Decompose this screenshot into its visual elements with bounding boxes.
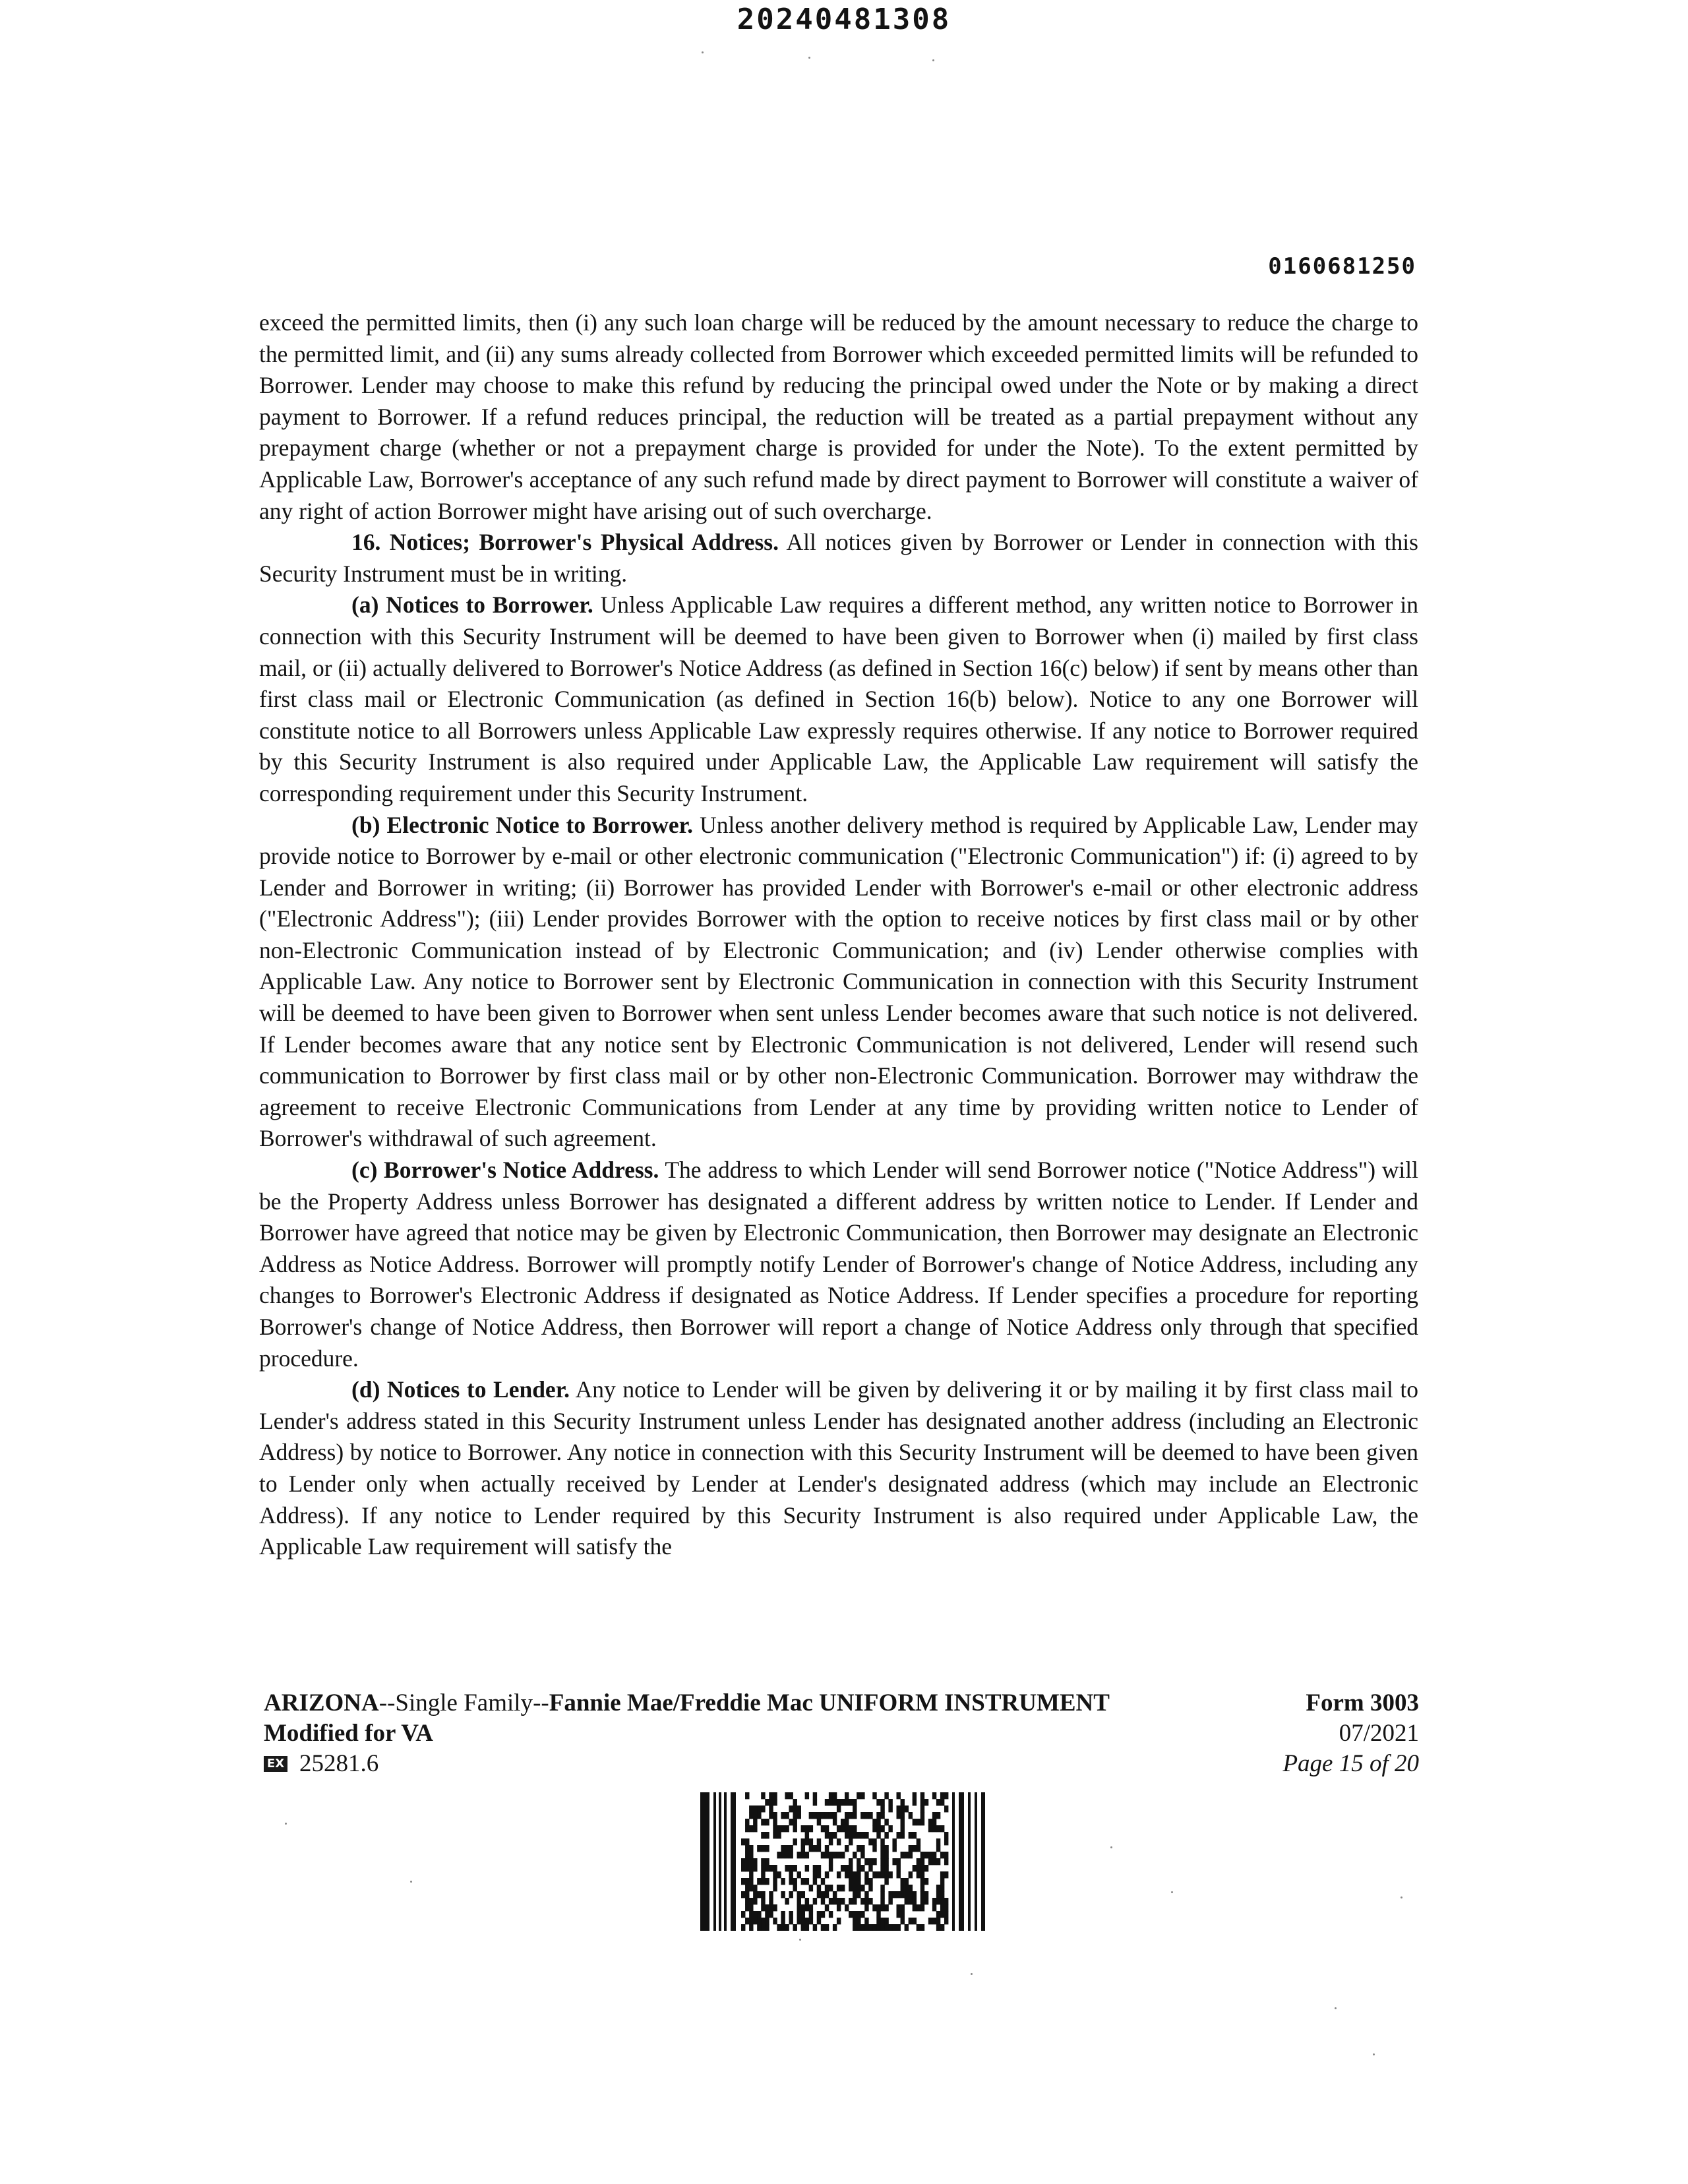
footer-right	[1282, 1688, 1419, 1779]
paragraph-heading: 16. Notices; Borrower's Physical Address.	[351, 529, 779, 556]
paragraph-16b	[259, 810, 1418, 1155]
scan-speck	[1373, 2053, 1375, 2055]
footer-sep: --	[378, 1689, 396, 1716]
document-body	[259, 307, 1418, 1563]
paragraph-heading: (d) Notices to Lender.	[351, 1376, 570, 1403]
paragraph-continuation	[259, 307, 1418, 527]
footer-instrument-line	[264, 1688, 1187, 1718]
barcode-stop-pattern	[952, 1792, 985, 1931]
footer-sep: --	[533, 1689, 549, 1716]
footer-form-code: 25281.6	[299, 1750, 379, 1777]
paragraph-heading: (b) Electronic Notice to Borrower.	[351, 811, 694, 838]
footer-family: Single Family	[395, 1689, 533, 1716]
scan-speck	[1401, 1896, 1402, 1898]
paragraph-16a	[259, 590, 1418, 809]
recording-number: 20240481308	[737, 3, 951, 36]
scan-speck	[932, 59, 934, 61]
scan-speck	[410, 1881, 412, 1883]
footer-page-number: Page 15 of 20	[1282, 1750, 1419, 1777]
loan-number: 0160681250	[1268, 253, 1416, 280]
paragraph-text: Any notice to Lender will be given by delivering it or by mailing it by first class mail to Lender's address stated in this Security Instrument unless Lender has designated another address (including an Electronic Address) by notice to Borrower. Any notice in connection with this Security Instrument will be deemed to have been given to Lender only when actually received by Lender at Lender's designated address (which may include an Electronic Address). If any notice to Lender required by this Security Instrument is also required under Applicable Law, the Applicable Law requirement will satisfy the	[259, 1376, 1418, 1560]
footer-left	[264, 1688, 1187, 1779]
barcode-start-pattern	[700, 1792, 736, 1931]
paragraph-text: The address to which Lender will send Borrower notice ("Notice Address") will be the Property Address unless Borrower has designated a different address by written notice to Lender. If Lender and Borrower have agreed that notice may be given by Electronic Communication, then Borrower may designate an Electronic Address as Notice Address. Borrower will promptly notify Lender of Borrower's change of Notice Address, including any changes to Borrower's Electronic Address if designated as Notice Address. If Lender specifies a procedure for reporting Borrower's change of Notice Address, then Borrower will report a change of Notice Address only through that specified procedure.	[259, 1157, 1418, 1372]
paragraph-text: Unless another delivery method is required by Applicable Law, Lender may provide notice to Borrower by e-mail or other electronic communication ("Electronic Communication") if: (i) agreed to by Lender and Borrower in writing; (ii) Borrower has provided Lender with Borrower's e-mail or other electronic address ("Electronic Address"); (iii) Lender provides Borrower with the option to receive notices by first class mail or by other non-Electronic Communication instead of by Electronic Communication; and (iv) Lender otherwise complies with Applicable Law. Any notice to Borrower sent by Electronic Communication in connection with this Security Instrument will be deemed to have been given to Borrower when sent unless Lender becomes aware that such notice is not delivered. If Lender becomes aware that any notice sent by Electronic Communication is not delivered, Lender will resend such communication to Borrower by first class mail or by other non-Electronic Communication. Borrower may withdraw the agreement to receive Electronic Communications from Lender at any time by providing written notice to Lender of Borrower's withdrawal of such agreement.	[259, 811, 1418, 1152]
scan-speck	[1171, 1891, 1173, 1893]
scan-speck	[702, 51, 704, 53]
barcode-data-matrix	[741, 1792, 948, 1931]
barcode-icon	[700, 1792, 985, 1931]
paragraph-text: Unless Applicable Law requires a different method, any written notice to Borrower in connection with this Security Instrument will be deemed to have been given to Borrower when (i) mailed by first class mail, or (ii) actually delivered to Borrower's Notice Address (as defined in Section 16(c) below) if sent by means other than first class mail or Electronic Communication (as defined in Section 16(b) below). Notice to any one Borrower will constitute notice to all Borrowers unless Applicable Law expressly requires otherwise. If any notice to Borrower required by this Security Instrument is also required under Applicable Law, the Applicable Law requirement will satisfy the corresponding requirement under this Security Instrument.	[259, 592, 1418, 806]
footer-state: ARIZONA	[264, 1689, 379, 1716]
scan-speck	[1335, 2007, 1337, 2009]
footer-form-code-line	[264, 1749, 1187, 1779]
paragraph-text: exceed the permitted limits, then (i) any such loan charge will be reduced by the amount necessary to reduce the charge to the permitted limit, and (ii) any sums already collected from Borrower which exceeded permitted limits will be refunded to Borrower. Lender may choose to make this refund by reducing the principal owed under the Note or by making a direct payment to Borrower. If a refund reduces principal, the reduction will be treated as a partial prepayment without any prepayment charge (whether or not a prepayment charge is provided for under the Note). To the extent permitted by Applicable Law, Borrower's acceptance of any such refund made by direct payment to Borrower will constitute a waiver of any right of action Borrower might have arising out of such overcharge.	[259, 309, 1418, 524]
paragraph-heading: (c) Borrower's Notice Address.	[351, 1157, 659, 1184]
footer-form-number: Form 3003	[1306, 1689, 1419, 1716]
footer-form-date: 07/2021	[1339, 1720, 1419, 1747]
paragraph-text: All notices given by Borrower or Lender in connection with this Security Instrument must be in writing.	[259, 529, 1418, 587]
scan-speck	[971, 1973, 973, 1975]
paragraph-16c	[259, 1155, 1418, 1374]
scan-speck	[808, 57, 810, 59]
ex-logo-icon: EX	[264, 1756, 287, 1772]
scan-speck	[799, 1939, 801, 1941]
footer-modified: Modified for VA	[264, 1720, 433, 1747]
scan-speck	[285, 1823, 287, 1825]
paragraph-section-16	[259, 527, 1418, 590]
scan-speck	[1110, 1846, 1112, 1848]
footer-instrument: Fannie Mae/Freddie Mac UNIFORM INSTRUMENT	[549, 1689, 1110, 1716]
paragraph-heading: (a) Notices to Borrower.	[351, 592, 593, 619]
paragraph-16d	[259, 1374, 1418, 1563]
